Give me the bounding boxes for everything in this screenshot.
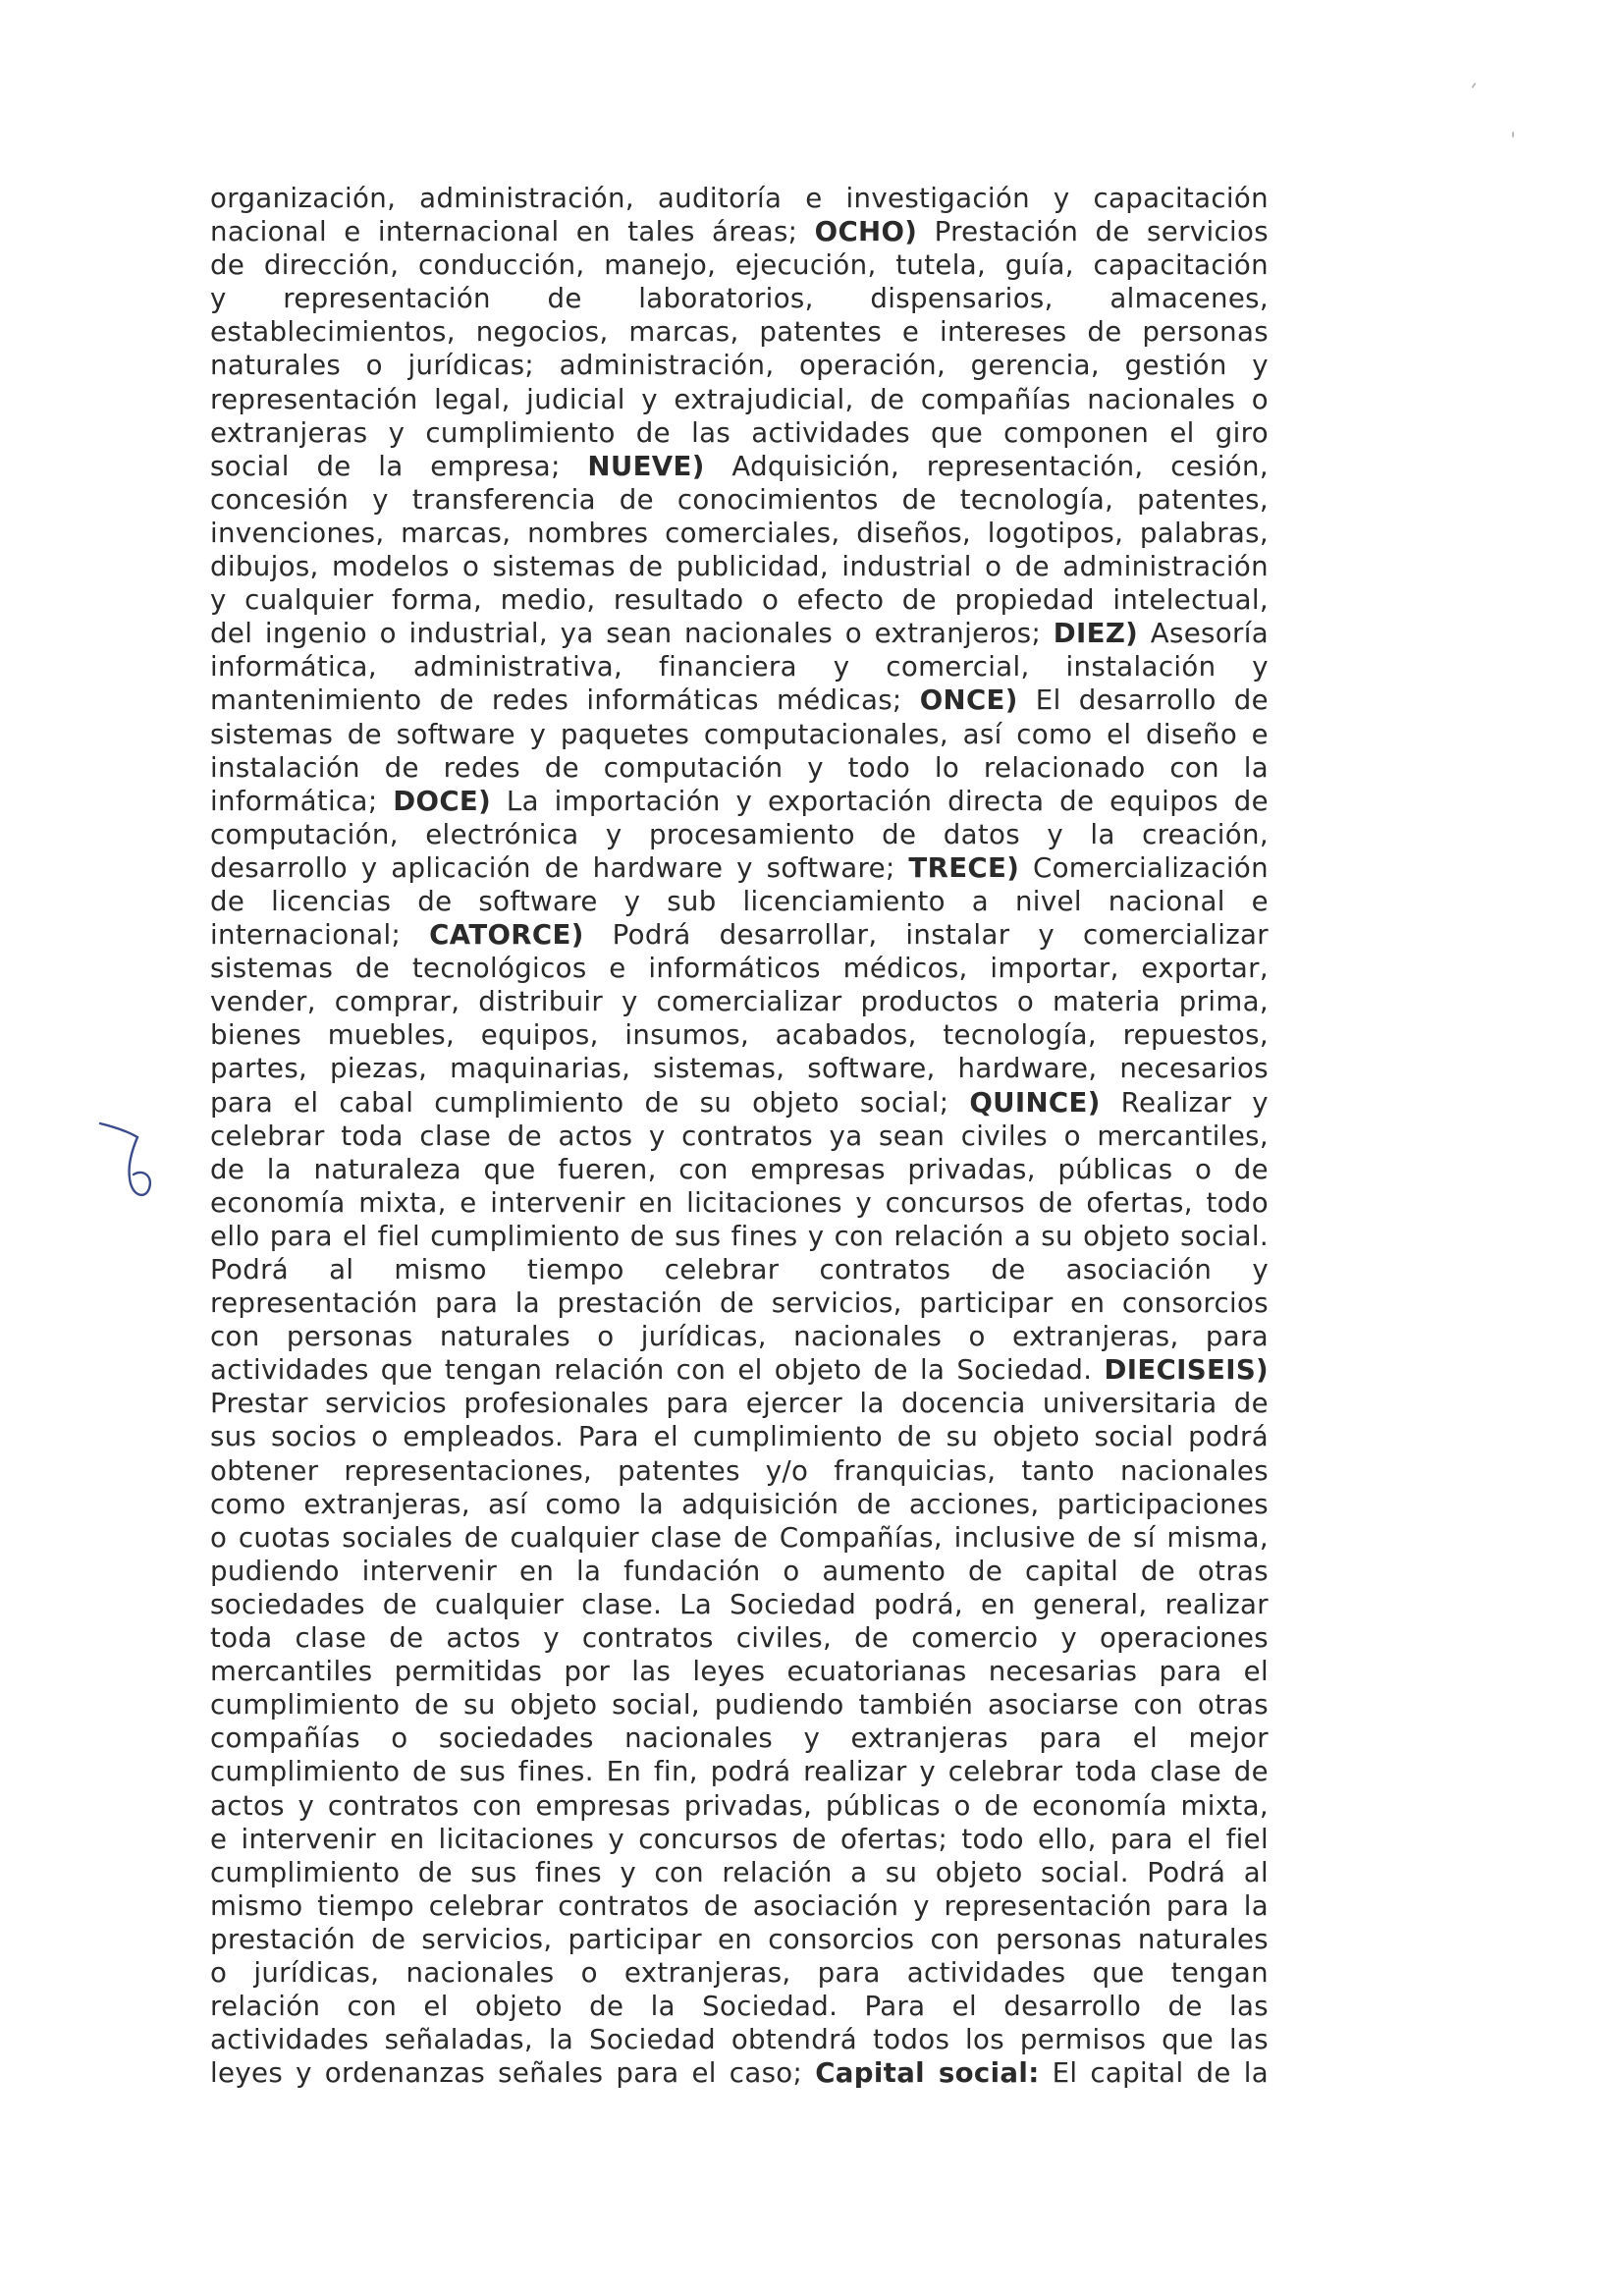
text-line (210, 918, 1269, 952)
text-segment: sistemas de software y paquetes computacionales, así como el diseño e (210, 717, 1269, 750)
text-line (210, 583, 1269, 617)
text-segment: bienes muebles, equipos, insumos, acabados, tecnología, repuestos, (210, 1018, 1269, 1052)
text-segment: representación para la prestación de servicios, participar en consorcios (210, 1286, 1269, 1320)
text-line (210, 2056, 1269, 2090)
text-segment: o cuotas sociales de cualquier clase de Compañías, inclusive de sí misma, (210, 1520, 1269, 1554)
text-line (210, 2023, 1269, 2056)
text-line (210, 1555, 1269, 1588)
text-line (210, 1387, 1269, 1420)
text-segment: con personas naturales o jurídicas, nacionales o extranjeras, para (210, 1320, 1269, 1353)
text-segment: vender, comprar, distribuir y comercializar productos o materia prima, (210, 985, 1269, 1018)
text-segment: ello para el fiel cumplimiento de sus fines y con relación a su objeto social. (210, 1219, 1269, 1252)
bold-heading-segment: Capital social: (815, 2056, 1040, 2090)
text-segment: actividades señaladas, la Sociedad obtendrá todos los permisos que las (210, 2023, 1269, 2056)
text-line (210, 483, 1269, 517)
text-segment: Podrá desarrollar, instalar y comercializar (583, 918, 1270, 952)
text-line (210, 1521, 1269, 1555)
text-line (210, 617, 1269, 650)
text-segment: actividades que tengan relación con el objeto de la Sociedad. (210, 1353, 1105, 1387)
text-segment: sistemas de tecnológicos e informáticos médicos, importar, exportar, (210, 952, 1269, 985)
text-segment: y representación de laboratorios, dispensarios, almacenes, (210, 282, 1269, 315)
text-segment: de dirección, conducción, manejo, ejecución, tutela, guía, capacitación (210, 248, 1269, 282)
text-line (210, 1889, 1269, 1923)
text-line (210, 383, 1269, 416)
text-segment: La importación y exportación directa de equipos de (491, 784, 1270, 817)
text-line (210, 650, 1269, 683)
text-segment: sus socios o empleados. Para el cumplimiento de su objeto social podrá (210, 1420, 1269, 1453)
text-segment: Asesoría (1138, 617, 1269, 650)
text-segment: partes, piezas, maquinarias, sistemas, software, hardware, necesarios (210, 1052, 1269, 1085)
text-segment: e intervenir en licitaciones y concursos de ofertas; todo ello, para el fiel (210, 1822, 1269, 1855)
text-segment: para el cabal cumplimiento de su objeto social; (210, 1085, 970, 1119)
text-line (210, 785, 1269, 818)
document-body-text (210, 182, 1269, 2090)
bold-heading-segment: CATORCE) (429, 918, 584, 952)
text-line (210, 985, 1269, 1018)
text-line (210, 182, 1269, 215)
text-segment: del ingenio o industrial, ya sean nacionales o extranjeros; (210, 617, 1054, 650)
text-line (210, 1120, 1269, 1153)
text-line (210, 282, 1269, 315)
text-segment: nacional e internacional en tales áreas; (210, 215, 815, 248)
text-line (210, 1052, 1269, 1085)
text-line (210, 1856, 1269, 1889)
text-line (210, 1789, 1269, 1823)
text-segment: computación, electrónica y procesamiento de datos y la creación, (210, 817, 1269, 850)
text-segment: establecimientos, negocios, marcas, patentes e intereses de personas (210, 315, 1269, 349)
text-segment: actos y contratos con empresas privadas, públicas o de economía mixta, (210, 1788, 1269, 1822)
text-line (210, 1353, 1269, 1387)
text-segment: y cualquier forma, medio, resultado o efecto de propiedad intelectual, (210, 583, 1269, 617)
text-line (210, 1655, 1269, 1688)
text-segment: cumplimiento de sus fines y con relación a su objeto social. Podrá al (210, 1855, 1269, 1888)
text-segment: El desarrollo de (1017, 683, 1269, 717)
text-segment: o jurídicas, nacionales o extranjeras, para actividades que tengan (210, 1955, 1269, 1989)
bold-heading-segment: OCHO) (814, 215, 918, 248)
bold-heading-segment: ONCE) (919, 683, 1018, 717)
text-line (210, 885, 1269, 918)
bold-heading-segment: DIEZ) (1053, 617, 1139, 650)
text-line (210, 550, 1269, 583)
text-line (210, 1488, 1269, 1521)
text-line (210, 718, 1269, 751)
text-line (210, 1755, 1269, 1788)
scan-speck (1512, 132, 1514, 137)
text-line (210, 1990, 1269, 2023)
handwritten-margin-mark (94, 1118, 159, 1204)
text-line (210, 818, 1269, 851)
text-segment: sociedades de cualquier clase. La Sociedad podrá, en general, realizar (210, 1587, 1269, 1620)
text-segment: internacional; (210, 918, 430, 952)
text-line (210, 1722, 1269, 1755)
text-segment: informática; (210, 784, 394, 817)
text-line (210, 1823, 1269, 1856)
text-line (210, 1454, 1269, 1488)
bold-heading-segment: TRECE) (908, 850, 1020, 884)
text-line (210, 1956, 1269, 1990)
bold-heading-segment: QUINCE) (969, 1085, 1101, 1119)
text-segment: Adquisición, representación, cesión, (704, 449, 1269, 482)
text-segment: dibujos, modelos o sistemas de publicidad, industrial o de administración (210, 550, 1269, 583)
text-segment: economía mixta, e intervenir en licitaciones y concursos de ofertas, todo (210, 1185, 1269, 1219)
text-segment: pudiendo intervenir en la fundación o aumento de capital de otras (210, 1554, 1269, 1587)
text-segment: leyes y ordenanzas señales para el caso; (210, 2056, 816, 2090)
text-segment: informática, administrativa, financiera y comercial, instalación y (210, 650, 1269, 683)
text-line (210, 215, 1269, 248)
text-line (210, 450, 1269, 483)
text-line (210, 1220, 1269, 1253)
text-segment: relación con el objeto de la Sociedad. Para el desarrollo de las (210, 1990, 1269, 2023)
text-line (210, 349, 1269, 382)
text-segment: Podrá al mismo tiempo celebrar contratos de asociación y (210, 1253, 1269, 1285)
text-line (210, 517, 1269, 550)
text-line (210, 1320, 1269, 1353)
text-line (210, 1588, 1269, 1621)
text-line (210, 1286, 1269, 1320)
text-line (210, 952, 1269, 985)
text-segment: desarrollo y aplicación de hardware y software; (210, 850, 909, 884)
text-line (210, 1086, 1269, 1120)
text-segment: naturales o jurídicas; administración, operación, gerencia, gestión y (210, 349, 1269, 382)
text-line (210, 1018, 1269, 1052)
text-segment: mismo tiempo celebrar contratos de asociación y representación para la (210, 1888, 1269, 1922)
text-line (210, 851, 1269, 885)
text-line (210, 1153, 1269, 1186)
text-line (210, 416, 1269, 450)
text-line (210, 1923, 1269, 1956)
text-line (210, 1621, 1269, 1655)
text-line (210, 1186, 1269, 1220)
text-segment: cumplimiento de su objeto social, pudiendo también asociarse con otras (210, 1688, 1269, 1722)
text-line (210, 315, 1269, 349)
text-line (210, 1253, 1269, 1286)
text-segment: celebrar toda clase de actos y contratos ya sean civiles o mercantiles, (210, 1119, 1269, 1152)
text-segment: como extranjeras, así como la adquisición de acciones, participaciones (210, 1487, 1269, 1520)
scan-speck (1471, 82, 1476, 88)
text-segment: El capital de la (1039, 2056, 1269, 2090)
text-segment: prestación de servicios, participar en consorcios con personas naturales (210, 1922, 1269, 1955)
text-segment: de la naturaleza que fueren, con empresas privadas, públicas o de (210, 1152, 1269, 1185)
text-line (210, 248, 1269, 282)
bold-heading-segment: DIECISEIS) (1104, 1353, 1269, 1387)
text-segment: instalación de redes de computación y todo lo relacionado con la (210, 750, 1269, 784)
text-segment: invenciones, marcas, nombres comerciales, diseños, logotipos, palabras, (210, 516, 1269, 549)
text-segment: mantenimiento de redes informáticas médicas; (210, 683, 920, 717)
text-segment: social de la empresa; (210, 449, 588, 482)
text-segment: organización, administración, auditoría e investigación y capacitación (210, 182, 1269, 214)
text-segment: toda clase de actos y contratos civiles, de comercio y operaciones (210, 1621, 1269, 1655)
text-line (210, 1420, 1269, 1453)
text-segment: mercantiles permitidas por las leyes ecuatorianas necesarias para el (210, 1655, 1269, 1688)
text-segment: Prestar servicios profesionales para ejercer la docencia universitaria de (210, 1387, 1269, 1420)
text-segment: Prestación de servicios (917, 215, 1269, 248)
text-segment: de licencias de software y sub licenciamiento a nivel nacional e (210, 884, 1269, 917)
text-segment: Realizar y (1100, 1085, 1269, 1119)
bold-heading-segment: DOCE) (393, 784, 492, 817)
text-line (210, 751, 1269, 785)
text-segment: concesión y transferencia de conocimientos de tecnología, patentes, (210, 482, 1269, 516)
text-segment: obtener representaciones, patentes y/o franquicias, tanto nacionales (210, 1453, 1269, 1487)
bold-heading-segment: NUEVE) (587, 449, 705, 482)
text-segment: cumplimiento de sus fines. En fin, podrá realizar y celebrar toda clase de (210, 1755, 1269, 1788)
text-line (210, 1688, 1269, 1722)
text-segment: representación legal, judicial y extrajudicial, de compañías nacionales o (210, 382, 1269, 415)
text-segment: extranjeras y cumplimiento de las actividades que componen el giro (210, 415, 1269, 449)
text-line (210, 683, 1269, 717)
text-segment: compañías o sociedades nacionales y extranjeras para el mejor (210, 1722, 1269, 1755)
text-segment: Comercialización (1019, 850, 1269, 884)
